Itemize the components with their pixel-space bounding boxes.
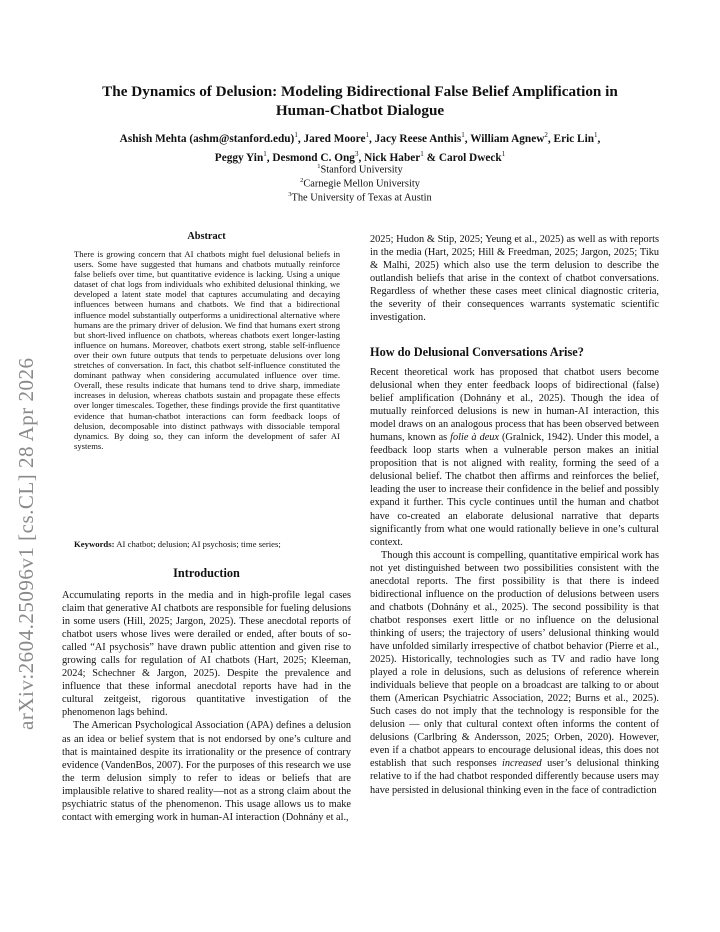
author-sep: ,	[368, 132, 375, 145]
author-sep: ,	[547, 132, 554, 145]
author-sep: ,	[597, 132, 601, 145]
author-sep: ,	[464, 132, 471, 145]
author-name: William Agnew	[470, 132, 545, 145]
author-name: Jacy Reese Anthis	[374, 132, 462, 145]
italic-term: folie à deux	[450, 432, 500, 444]
affil-marker: 1	[594, 131, 598, 139]
author-name: Desmond C. Ong	[272, 151, 355, 164]
affil-marker: 1	[461, 131, 465, 139]
affil-marker: 1	[294, 131, 298, 139]
paragraph: The American Psychological Association (APA) defines a delusion as an idea or belief system that is not endorsed by one’s culture and that is maintained despite its irrationality or the presence of contrary evidence (VandenBos, 2007). For the purposes of this research we use the term delusion simply to refer to ideas or beliefs that are implausible relative to shared reality—not as a strong claim about the psychiatric status of the phenomenon. This usage allows us to make contact with emerging work in human-AI interaction (Dohnány et al.,	[62, 720, 351, 823]
paper-title	[60, 82, 660, 120]
right-column-body	[370, 366, 659, 797]
section-heading-delusional-conversations: How do Delusional Conversations Arise?	[370, 345, 584, 359]
author-name: Nick Haber	[364, 151, 421, 164]
affil-marker: 2	[300, 177, 304, 184]
affil-marker: 3	[354, 149, 359, 158]
author-name: Ashish Mehta (ashm@stanford.edu)	[119, 132, 295, 145]
author-name: Jared Moore	[303, 132, 366, 145]
text-run: Recent theoretical work has proposed that chatbot users become delusional when they enter feedback loops of bidirectional (false) belief amplification (Dohnány et al., 2025). Though the idea of mutually reinforced delusions is new in human-AI interaction, this model draws on an analogous process that has been observed between humans, known as	[370, 367, 659, 444]
paragraph	[370, 549, 659, 797]
affil-marker: 3	[288, 191, 292, 198]
text-run: user’s delusional thinking relative to if the had chatbot responded differently because users may have persisted in delusional thinking even in the face of contradiction	[370, 758, 659, 796]
affil-name: Stanford University	[320, 164, 403, 176]
italic-term: increased	[502, 758, 542, 770]
introduction-heading: Introduction	[173, 566, 240, 580]
paragraph: Accumulating reports in the media and in high-profile legal cases claim that generative AI chatbots are responsible for fueling delusions in some users (Hill, 2025; Jargon, 2025). These anecdotal reports of chatbot users whose lives were derailed or ended, after bouts of so-called “AI psychosis” have drawn public attention and given rise to growing calls for regulation of AI chatbots (Hart, 2025; Kleeman, 2024; Schechner & Jargon, 2025). Despite the prevalence and influence that these informal anecdotal reports have had in the cultural zeitgeist, rigorous quantitative investigation of the phenomenon lags behind.	[62, 590, 351, 719]
keywords-label: Keywords:	[74, 539, 115, 549]
keywords-list: AI chatbot; delusion; AI psychosis; time series;	[116, 539, 281, 549]
author-sep: ,	[266, 151, 273, 164]
author-sep: ,	[297, 132, 304, 145]
title-line-2: Human-Chatbot Dialogue	[275, 102, 445, 119]
right-column-continuation	[370, 233, 659, 324]
author-line-1	[60, 128, 660, 147]
text-run: Though this account is compelling, quantitative empirical work has not yet distinguished between two possibilities consistent with the anecdotal reports. The first possibility is that there is indeed bidirectional influence on the production of delusions between users and chatbots (Dohnány et al., 2025). The second possibility is that chatbot responses exert little or no influence on the delusional thinking of users; the trajectory of users’ delusional thinking would have unfolded similarly irrespective of chatbot behavior (Pierre et al., 2025). Historically, technologies such as TV and radio have long played a role in delusions, such as delusions of reference wherein individuals believe that people on a broadcast are talking to or about them (American Psychiatric Association, 2022; Burns et al., 2025). Such cases do not imply that the technology is responsible for the delusion — only that cultural context often informs the content of delusions (Carlbring & Andersson, 2025; Orben, 2020). However, even if a chatbot appears to encourage delusional ideas, this does not establish that such responses	[370, 549, 659, 770]
author-sep: ,	[358, 151, 365, 164]
abstract-text: There is growing concern that AI chatbots might fuel delusional beliefs in users. Some have suggested that humans and chatbots mutually reinforce false beliefs over time, but quantitative evidence is lacking. Using a unique dataset of chat logs from individuals who exhibited delusional thinking, we developed a latent state model that captures accumulating and decaying influences between humans and chatbots. We find that a bidirectional influence model substantially outperforms a unidirectional alternative where humans are the primary driver of delusion. We find that humans exert strong but short-lived influence on chatbots, whereas chatbots exert longer-lasting influence on humans. Moreover, chatbots exert strong, stable self-influence over their own future outputs that tends to perpetuate delusions over long stretches of conversation. In fact, this chatbot self-influence constituted the dominant pathway when considering accumulated influence over time. Overall, these results indicate that humans tend to drive sharp, immediate increases in delusion, whereas chatbots sustain and propagate these effects over longer timescales. Together, these findings provide the first quantitative evidence that human-chatbot interactions can form feedback loops of delusion, decomposable into distinct pathways with dissociable temporal dynamics. By doing so, they can inform the development of safer AI systems.	[74, 249, 340, 451]
paragraph	[370, 366, 659, 549]
affil-marker: 1	[365, 131, 369, 139]
keywords	[74, 539, 340, 550]
text-run: (Gralnick, 1942). Under this model, a feedback loop starts when a vulnerable person makes an initial proposition that is not aligned with reality, forming the seed of a delusional belief. The chatbot then affirms and reinforces the belief, leading the user to increase their confidence in the belief and possibly expand it further. This cycle continues until the human and chatbot have co-created an elaborate delusional narrative that departs significantly from what one would rationally believe in one’s cultural context.	[370, 432, 660, 548]
arxiv-identifier[interactable]: arXiv:2604.25096v1 [cs.CL] 28 Apr 2026	[14, 357, 38, 730]
affil-marker: 1	[263, 149, 267, 158]
title-line-1: The Dynamics of Delusion: Modeling Bidirectional False Belief Amplification in	[102, 83, 618, 100]
affil-marker: 2	[544, 131, 548, 139]
paragraph: 2025; Hudon & Stip, 2025; Yeung et al., 2025) as well as with reports in the media (Hart, 2025; Hill & Freedman, 2025; Jargon, 2025; Tiku & Malhi, 2025) which also use the term delusion to describe the outlandish beliefs that arise in the context of chatbot conversations. Regardless of whether these cases meet clinical diagnostic criteria, the severity of their consequences warrants systematic scientific investigation.	[370, 234, 659, 324]
affil-marker: 1	[317, 163, 321, 170]
abstract-heading: Abstract	[187, 231, 226, 242]
introduction-body	[62, 589, 351, 824]
affil-name: The University of Texas at Austin	[291, 192, 432, 204]
author-name: Peggy Yin	[214, 151, 264, 164]
author-name: Eric Lin	[553, 132, 595, 145]
affil-marker: 1	[501, 149, 506, 158]
affiliation-3	[60, 188, 660, 204]
affil-marker: 1	[420, 149, 424, 158]
author-sep: &	[423, 151, 439, 164]
author-name: Carol Dweck	[438, 151, 502, 164]
affil-name: Carnegie Mellon University	[303, 178, 420, 190]
